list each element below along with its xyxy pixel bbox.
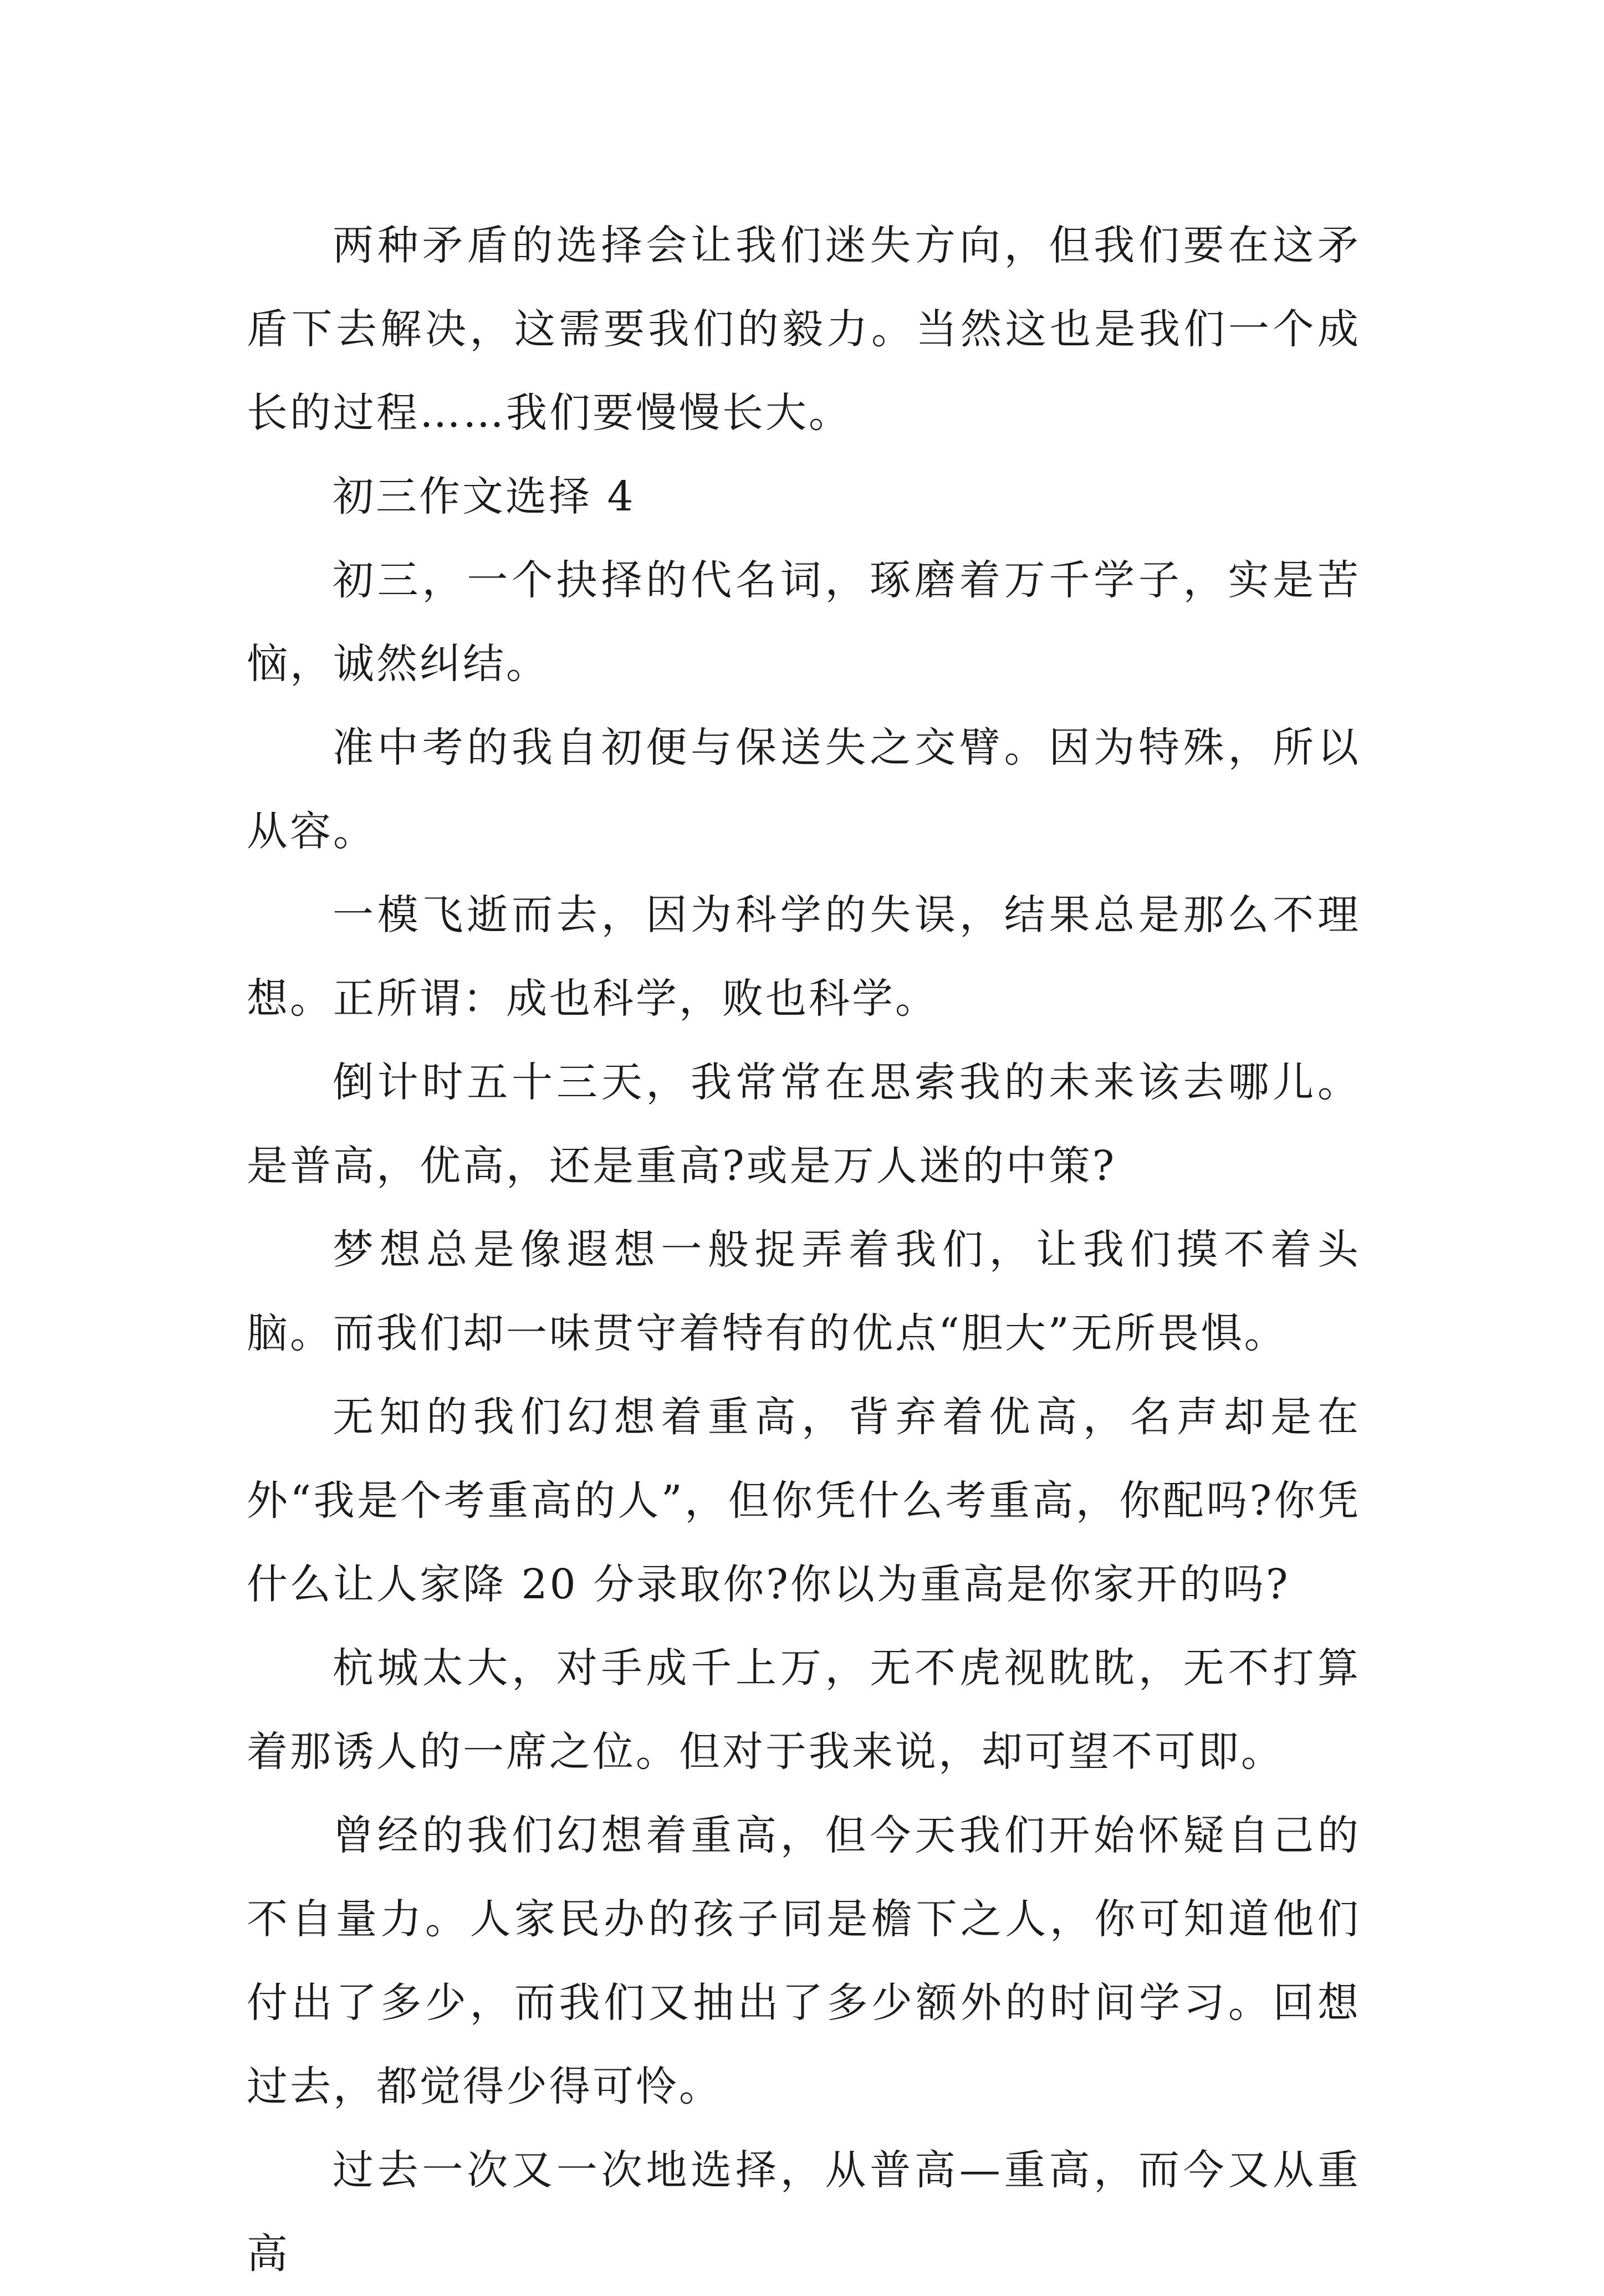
paragraph: 过去一次又一次地选择，从普高—重高，而今又从重高 [247, 2146, 1361, 2278]
document-body [247, 204, 1361, 2296]
paragraph: 无知的我们幻想着重高，背弃着优高，名声却是在外“我是个考重高的人”，但你凭什么考重高，你配吗?你凭什么让人家降 20 分录取你?你以为重高是你家开的吗? [247, 1393, 1361, 1608]
paragraph: 一模飞逝而去，因为科学的失误，结果总是那么不理想。正所谓：成也科学，败也科学。 [247, 891, 1361, 1022]
section-title: 初三作文选择 4 [333, 473, 636, 520]
paragraph: 曾经的我们幻想着重高，但今天我们开始怀疑自己的不自量力。人家民办的孩子同是檐下之人，你可知道他们付出了多少，而我们又抽出了多少额外的时间学习。回想过去，都觉得少得可怜。 [247, 1812, 1361, 2110]
paragraph: 两种矛盾的选择会让我们迷失方向，但我们要在这矛盾下去解决，这需要我们的毅力。当然这也是我们一个成长的过程……我们要慢慢长大。 [247, 222, 1361, 437]
paragraph: 梦想总是像遐想一般捉弄着我们，让我们摸不着头脑。而我们却一味贯守着特有的优点“胆大”无所畏惧。 [247, 1226, 1361, 1357]
paragraph: 倒计时五十三天，我常常在思索我的未来该去哪儿。是普高，优高，还是重高?或是万人迷的中策? [247, 1058, 1361, 1190]
paragraph: 初三，一个抉择的代名词，琢磨着万千学子，实是苦恼，诚然纠结。 [247, 556, 1361, 688]
paragraph: 准中考的我自初便与保送失之交臂。因为特殊，所以从容。 [247, 724, 1361, 855]
paragraph: 杭城太大，对手成千上万，无不虎视眈眈，无不打算着那诱人的一席之位。但对于我来说，却可望不可即。 [247, 1644, 1361, 1776]
